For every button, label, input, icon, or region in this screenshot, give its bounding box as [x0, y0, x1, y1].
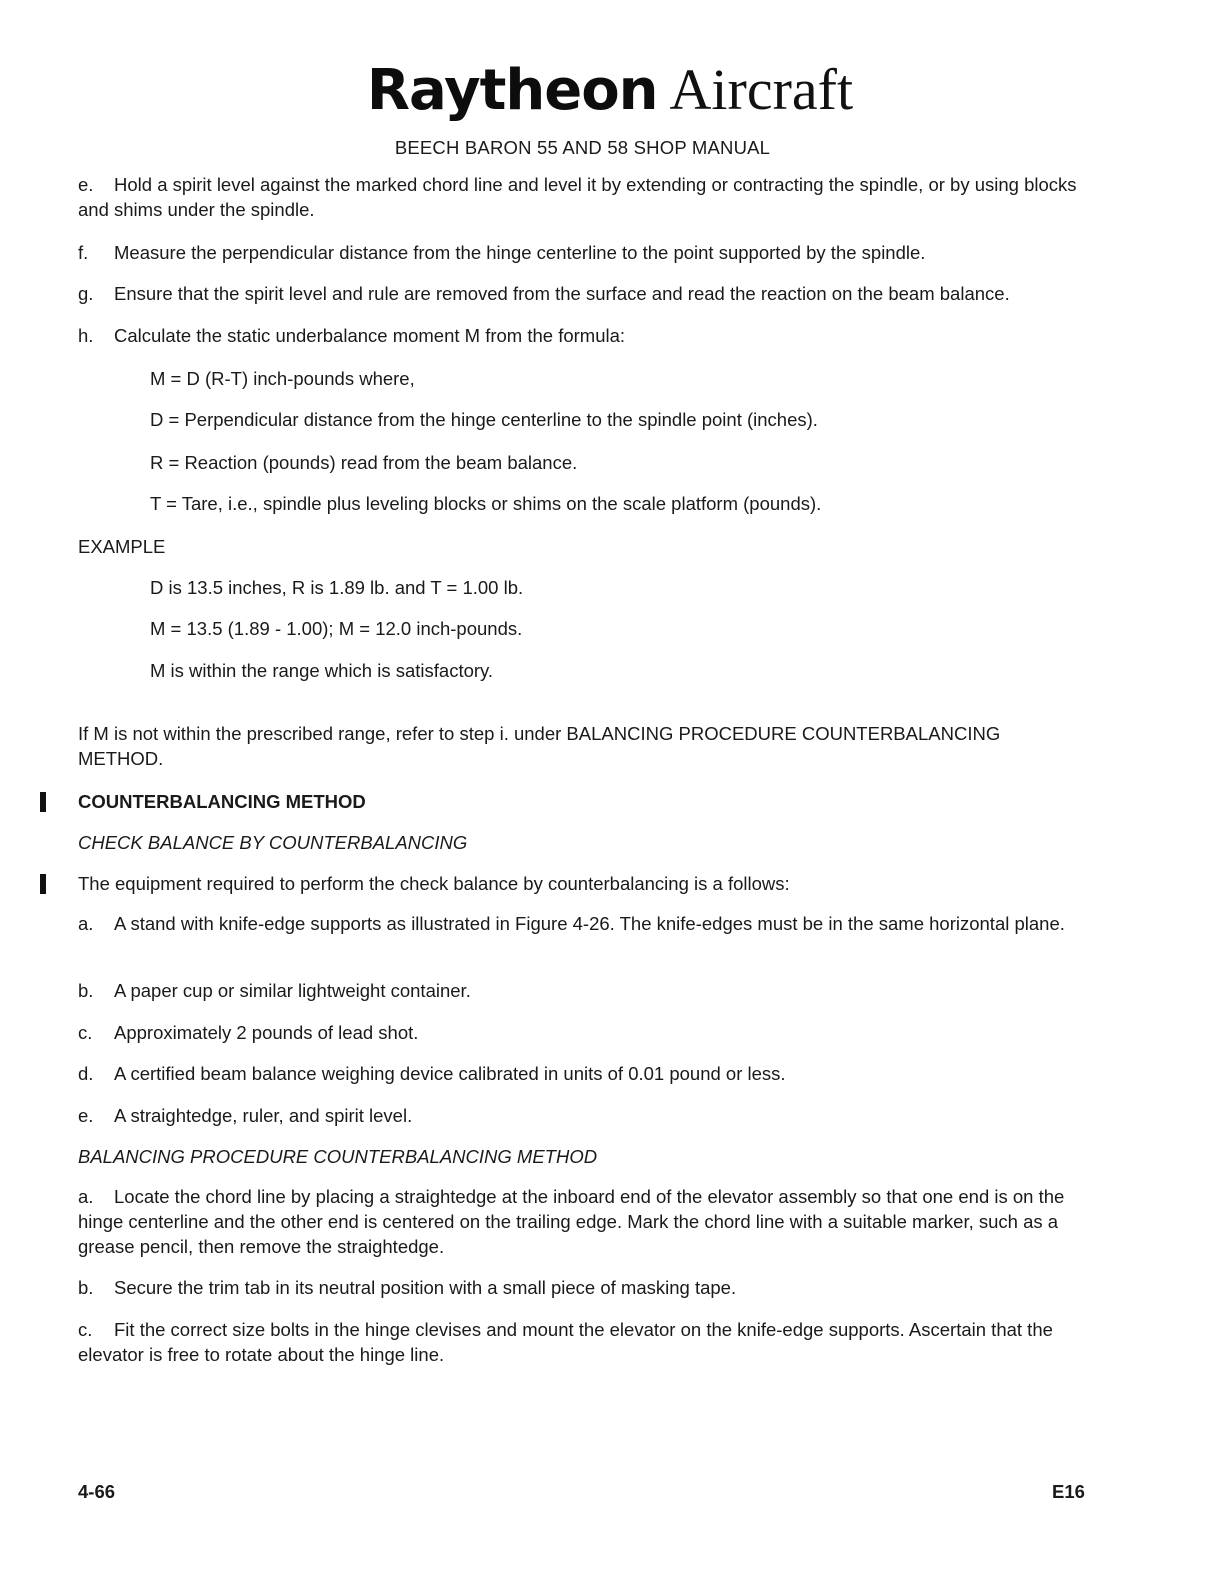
subsection-heading: CHECK BALANCE BY COUNTERBALANCING [78, 832, 468, 853]
procedure-step [78, 1275, 1088, 1300]
note-paragraph: If M is not within the prescribed range, refer to step i. under BALANCING PROCEDURE COUNTERBALANCING METHOD. [78, 723, 1001, 769]
logo-product: Aircraft [669, 57, 854, 122]
item-text: Approximately 2 pounds of lead shot. [114, 1022, 419, 1043]
manual-title: BEECH BARON 55 AND 58 SHOP MANUAL [394, 137, 771, 158]
item-text: A certified beam balance weighing device calibrated in units of 0.01 pound or less. [114, 1063, 786, 1084]
equipment-item [78, 978, 1088, 1003]
step-text: Locate the chord line by placing a straightedge at the inboard end of the elevator assembly so that one end is on the hinge centerline and the other end is centered on the trailing edge. Mark the chord line with a suitable marker, such as a grease pencil, then remove the straightedge. [78, 1186, 1065, 1257]
example-line: D is 13.5 inches, R is 1.89 lb. and T = 1.00 lb. [150, 577, 524, 598]
raytheon-aircraft-logo [0, 56, 1220, 123]
equipment-intro: The equipment required to perform the check balance by counterbalancing is a follows: [78, 873, 790, 894]
procedure-step [78, 1317, 1088, 1367]
step-label: b. [78, 1277, 94, 1298]
step-f [78, 240, 1088, 265]
formula-line: D = Perpendicular distance from the hinge centerline to the spindle point (inches). [150, 409, 818, 430]
procedure-heading: BALANCING PROCEDURE COUNTERBALANCING METHOD [78, 1146, 598, 1167]
item-label: a. [78, 913, 94, 934]
item-label: b. [78, 980, 94, 1001]
step-g [78, 281, 1088, 306]
step-text: Measure the perpendicular distance from the hinge centerline to the point supported by the spindle. [114, 242, 926, 263]
step-label: e. [78, 174, 94, 195]
revision-code: E16 [1052, 1481, 1085, 1502]
item-label: d. [78, 1063, 94, 1084]
revision-bar [40, 792, 46, 812]
revision-bar [40, 874, 46, 894]
formula-line: M = D (R-T) inch-pounds where, [150, 368, 415, 389]
item-label: e. [78, 1105, 94, 1126]
equipment-item [78, 911, 1088, 936]
step-text: Ensure that the spirit level and rule are removed from the surface and read the reaction on the beam balance. [114, 283, 1010, 304]
formula-line: T = Tare, i.e., spindle plus leveling blocks or shims on the scale platform (pounds). [150, 493, 822, 514]
example-line: M = 13.5 (1.89 - 1.00); M = 12.0 inch-pounds. [150, 618, 523, 639]
example-line: M is within the range which is satisfactory. [150, 660, 494, 681]
step-label: c. [78, 1319, 93, 1340]
item-text: A stand with knife-edge supports as illustrated in Figure 4-26. The knife-edges must be in the same horizontal plane. [114, 913, 1065, 934]
step-h [78, 323, 1088, 348]
step-label: a. [78, 1186, 94, 1207]
step-text: Fit the correct size bolts in the hinge clevises and mount the elevator on the knife-edge supports. Ascertain that the elevator is free to rotate about the hinge line. [78, 1319, 1053, 1365]
example-heading: EXAMPLE [78, 536, 166, 557]
section-heading: COUNTERBALANCING METHOD [78, 791, 366, 812]
item-label: c. [78, 1022, 93, 1043]
step-text: Secure the trim tab in its neutral position with a small piece of masking tape. [114, 1277, 737, 1298]
equipment-item [78, 1103, 1088, 1128]
item-text: A straightedge, ruler, and spirit level. [114, 1105, 413, 1126]
step-label: f. [78, 242, 89, 263]
page-number: 4-66 [78, 1481, 116, 1502]
equipment-item [78, 1020, 1088, 1045]
logo-brand: Raytheon [366, 58, 658, 123]
formula-line: R = Reaction (pounds) read from the beam balance. [150, 452, 578, 473]
procedure-step [78, 1184, 1088, 1259]
step-label: g. [78, 283, 94, 304]
step-text: Hold a spirit level against the marked chord line and level it by extending or contracting the spindle, or by using blocks and shims under the spindle. [78, 174, 1077, 220]
item-text: A paper cup or similar lightweight container. [114, 980, 471, 1001]
step-label: h. [78, 325, 94, 346]
equipment-item [78, 1061, 1088, 1086]
step-text: Calculate the static underbalance moment M from the formula: [114, 325, 626, 346]
step-e [78, 172, 1088, 222]
